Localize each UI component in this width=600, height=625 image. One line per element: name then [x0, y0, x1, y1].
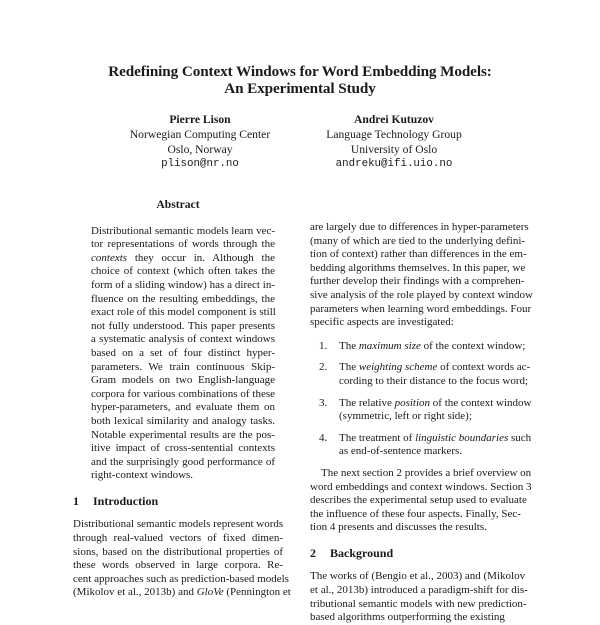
- text-line: based algorithms outperforming the existing: [310, 611, 505, 624]
- author-location: Oslo, Norway: [167, 143, 233, 156]
- text-line: [339, 431, 532, 446]
- list-number: 3.: [319, 396, 328, 409]
- section-number: 1: [73, 493, 79, 508]
- text-line: tor representations of words through the: [91, 238, 275, 251]
- text-line: sive analysis of the role played by context window: [310, 288, 534, 301]
- author-block-1: [90, 112, 310, 172]
- left-column: [73, 198, 291, 600]
- text-line: Distributional semantic models represent words: [73, 518, 284, 531]
- text-segment: of context words ac-: [437, 361, 531, 374]
- author-email: plison@nr.no: [161, 158, 239, 170]
- text-line: word embeddings and context windows. Section 3: [310, 480, 532, 493]
- text-segment: The: [339, 361, 359, 374]
- text-segment: The: [339, 339, 359, 352]
- author-name: Pierre Lison: [169, 113, 231, 126]
- aspect-item: [319, 396, 532, 424]
- author-affiliation: Language Technology Group: [326, 128, 462, 141]
- section-title: Background: [330, 545, 394, 560]
- text-line: [91, 252, 275, 266]
- outline-paragraph: [310, 466, 532, 535]
- text-segment: (Mikolov et al., 2013b) and: [73, 586, 197, 599]
- right-column: [310, 221, 534, 625]
- text-line: cording to their distance to the focus word;: [339, 374, 529, 387]
- text-segment: The relative: [339, 396, 395, 409]
- text-line: based on a set of four distinct hyper-: [91, 346, 275, 359]
- text-line: itive impact of cross-sentential contexts: [91, 442, 275, 455]
- aspect-item: [319, 339, 526, 354]
- text-segment: The treatment of: [339, 431, 416, 444]
- text-line: fluence on the resulting embeddings, the: [91, 292, 275, 305]
- text-line: through real-valued vectors of fixed dimen-: [73, 532, 283, 545]
- italic-term: GloVe: [196, 586, 224, 599]
- abstract-body: [91, 225, 275, 483]
- text-line: are largely due to differences in hyper-parameters: [310, 221, 529, 233]
- text-line: hyper-parameters, and evaluate them on: [91, 401, 275, 414]
- text-line: right-context windows.: [91, 469, 194, 482]
- text-line: describes the experimental setup used to evaluate: [310, 494, 527, 507]
- text-line: form of a sliding window) has a direct in-: [91, 278, 275, 291]
- text-line: a systematic analysis of context windows: [91, 333, 275, 346]
- section-title: Introduction: [93, 493, 159, 508]
- text-line: bedding algorithms themselves. In this paper, we: [310, 261, 526, 274]
- aspect-item: [319, 431, 532, 459]
- section-number: 2: [310, 545, 316, 560]
- author-affiliation: Norwegian Computing Center: [129, 128, 271, 141]
- title-line-1: Redefining Context Windows for Word Embedding Models:: [108, 63, 492, 80]
- text-line: and the surprisingly good performance of: [91, 455, 275, 468]
- text-line: The next section 2 provides a brief overview on: [321, 466, 532, 479]
- text-line: [339, 361, 531, 375]
- text-line: specific aspects are investigated:: [310, 316, 454, 329]
- list-number: 2.: [319, 361, 328, 374]
- text-segment: (Pennington et: [223, 586, 291, 599]
- italic-term: position: [394, 396, 431, 409]
- text-line: as end-of-sentence markers.: [339, 445, 463, 458]
- introduction-body: [73, 518, 291, 600]
- text-line: [73, 586, 291, 600]
- background-body: [310, 570, 528, 624]
- text-segment: of the context window;: [420, 339, 526, 352]
- text-segment: of the context window: [430, 396, 532, 409]
- paper-title: [60, 63, 540, 97]
- text-line: tributional semantic models with new prediction-: [310, 597, 527, 610]
- italic-term: maximum size: [358, 339, 421, 352]
- list-number: 4.: [319, 431, 328, 444]
- text-line: parameters when learning word embeddings. Four: [310, 302, 532, 315]
- text-segment: they occur in. Although the: [127, 251, 275, 264]
- text-line: [339, 396, 532, 411]
- text-line: [339, 339, 526, 354]
- text-line: tion of context) rather than differences in the em-: [310, 248, 527, 261]
- italic-term: contexts: [91, 251, 128, 264]
- text-line: corpora for various combinations of these: [91, 387, 275, 400]
- author-name: Andrei Kutuzov: [354, 113, 434, 126]
- text-line: cent approaches such as prediction-based models: [73, 572, 289, 585]
- list-number: 1.: [319, 339, 328, 352]
- text-line: Gram models on two English-language: [91, 374, 275, 387]
- title-line-2: An Experimental Study: [224, 80, 376, 97]
- text-line: these words observed in large corpora. Re-: [73, 559, 283, 572]
- text-line: parameters. We train continuous Skip-: [91, 360, 275, 373]
- text-line: sions, based on the distributional properties of: [73, 545, 283, 558]
- text-line: choice of context (which often takes the: [91, 265, 275, 278]
- aspect-item: [319, 361, 531, 388]
- intro-continuation-paragraph: [310, 221, 534, 330]
- author-block-2: [284, 112, 504, 172]
- author-location: University of Oslo: [350, 143, 438, 156]
- italic-term: linguistic boundaries: [415, 431, 509, 444]
- text-line: tion 4 presents and discusses the results.: [310, 521, 487, 534]
- text-line: (many of which are tied to the underlying defini-: [310, 234, 526, 247]
- text-line: Distributional semantic models learn vec-: [91, 224, 275, 237]
- section-heading-background: [310, 547, 519, 561]
- text-line: (symmetric, left or right side);: [339, 410, 472, 423]
- author-email: andreku@ifi.uio.no: [335, 158, 453, 170]
- text-line: exact role of this model component is still: [91, 306, 276, 319]
- text-line: further develop their findings with a comprehen-: [310, 275, 525, 288]
- text-line: Notable experimental results are the pos-: [91, 428, 275, 441]
- aspects-list: [310, 339, 532, 459]
- text-line: not fully understood. This paper presents: [91, 319, 275, 332]
- text-line: The works of (Bengio et al., 2003) and (Mikolov: [310, 570, 526, 583]
- section-heading-introduction: [73, 495, 283, 509]
- text-line: et al., 2013b) introduced a paradigm-shift for dis-: [310, 584, 528, 597]
- abstract-heading: Abstract: [156, 198, 200, 211]
- italic-term: weighting scheme: [358, 361, 438, 374]
- text-line: both lexical similarity and analogy tasks.: [91, 414, 275, 427]
- text-line: the influence of these four aspects. Finally, Sec-: [310, 507, 521, 520]
- text-segment: such: [508, 431, 532, 444]
